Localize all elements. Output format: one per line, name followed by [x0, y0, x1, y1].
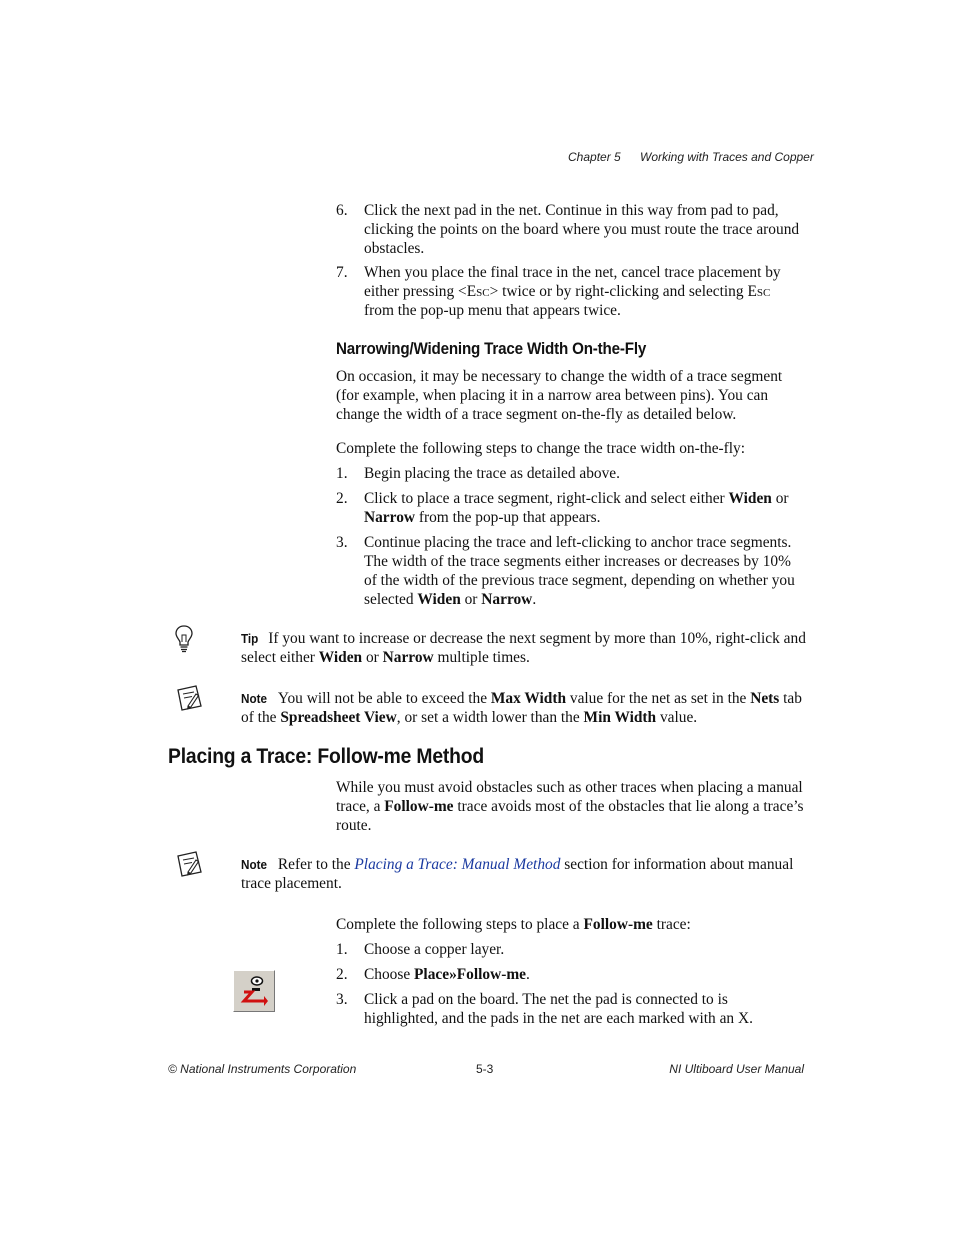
list-item [336, 263, 804, 320]
note-label: Note [241, 691, 268, 706]
tip-callout: Tip If you want to increase or decrease the next segment by more than 10%, right-click and select either Widen or Narrow multiple times. [241, 630, 806, 666]
step-number: 3. [336, 991, 348, 1008]
lightbulb-icon [174, 624, 194, 654]
header-title: Working with Traces and Copper [640, 150, 814, 164]
paragraph: On occasion, it may be necessary to change the width of a trace segment (for example, when placing it in a narrow area between pins). You can change the width of a trace segment on-the-fly as detailed below. [336, 368, 783, 423]
step-number: 7. [336, 264, 348, 281]
note-label: Note [241, 857, 268, 872]
key-esc: Esc [466, 283, 490, 300]
running-header [568, 150, 814, 164]
step-text: When you place the final trace in the net, cancel trace placement by either pressing <Esc> twice or by right-clicking and selecting Esc from the pop-up menu that appears twice. [364, 264, 781, 319]
step-number: 6. [336, 202, 348, 219]
paragraph: Complete the following steps to place a Follow-me trace: [336, 916, 691, 933]
step-number: 2. [336, 966, 348, 983]
follow-me-toolbar-icon [233, 970, 275, 1012]
step-text: Continue placing the trace and left-clicking to anchor trace segments. The width of the trace segments either increases or decreases by 10% of the width of the previous trace segment, depending on whether you selected Widen or Narrow. [364, 534, 795, 608]
note-callout: Note You will not be able to exceed the Max Width value for the net as set in the Nets tab of the Spreadsheet View, or set a width lower than the Min Width value. [241, 690, 802, 726]
step-text: Choose Place»Follow-me. [364, 966, 530, 983]
section-heading: Placing a Trace: Follow-me Method [168, 745, 484, 768]
step-text: Click the next pad in the net. Continue in this way from pad to pad, clicking the points on the board where you must route the trace around obstacles. [364, 202, 800, 257]
list-item [336, 990, 804, 1028]
tip-label: Tip [241, 631, 259, 646]
key-esc: Esc [747, 283, 771, 300]
note-icon [174, 684, 204, 712]
list-item [336, 533, 804, 609]
step-text: Choose a copper layer. [364, 941, 505, 958]
list-item [336, 464, 804, 483]
paragraph: While you must avoid obstacles such as other traces when placing a manual trace, a Follow-me trace avoids most of the obstacles that lie along a trace’s route. [336, 779, 804, 834]
step-number: 1. [336, 941, 348, 958]
list-item [336, 940, 804, 959]
manual-method-link[interactable]: Placing a Trace: Manual Method [354, 856, 561, 873]
footer-copyright: © National Instruments Corporation [168, 1062, 357, 1076]
footer-manual-title: NI Ultiboard User Manual [669, 1062, 804, 1076]
step-number: 3. [336, 534, 348, 551]
paragraph: Complete the following steps to change the trace width on-the-fly: [336, 440, 746, 457]
step-text: Begin placing the trace as detailed above. [364, 465, 620, 482]
list-item [336, 489, 804, 527]
note-icon [174, 850, 204, 878]
step-number: 2. [336, 490, 348, 507]
section-heading: Narrowing/Widening Trace Width On-the-Fly [336, 340, 647, 358]
note-callout: Note Refer to the Placing a Trace: Manual Method section for information about manual trace placement. [241, 856, 794, 892]
list-item [336, 201, 804, 258]
footer-page-number: 5-3 [476, 1062, 494, 1076]
step-text: Click a pad on the board. The net the pad is connected to is highlighted, and the pads in the net are each marked with an X. [364, 991, 753, 1027]
step-text: Click to place a trace segment, right-click and select either Widen or Narrow from the pop-up that appears. [364, 490, 789, 526]
header-chapter: Chapter 5 [568, 150, 621, 164]
list-item [336, 965, 804, 984]
step-number: 1. [336, 465, 348, 482]
